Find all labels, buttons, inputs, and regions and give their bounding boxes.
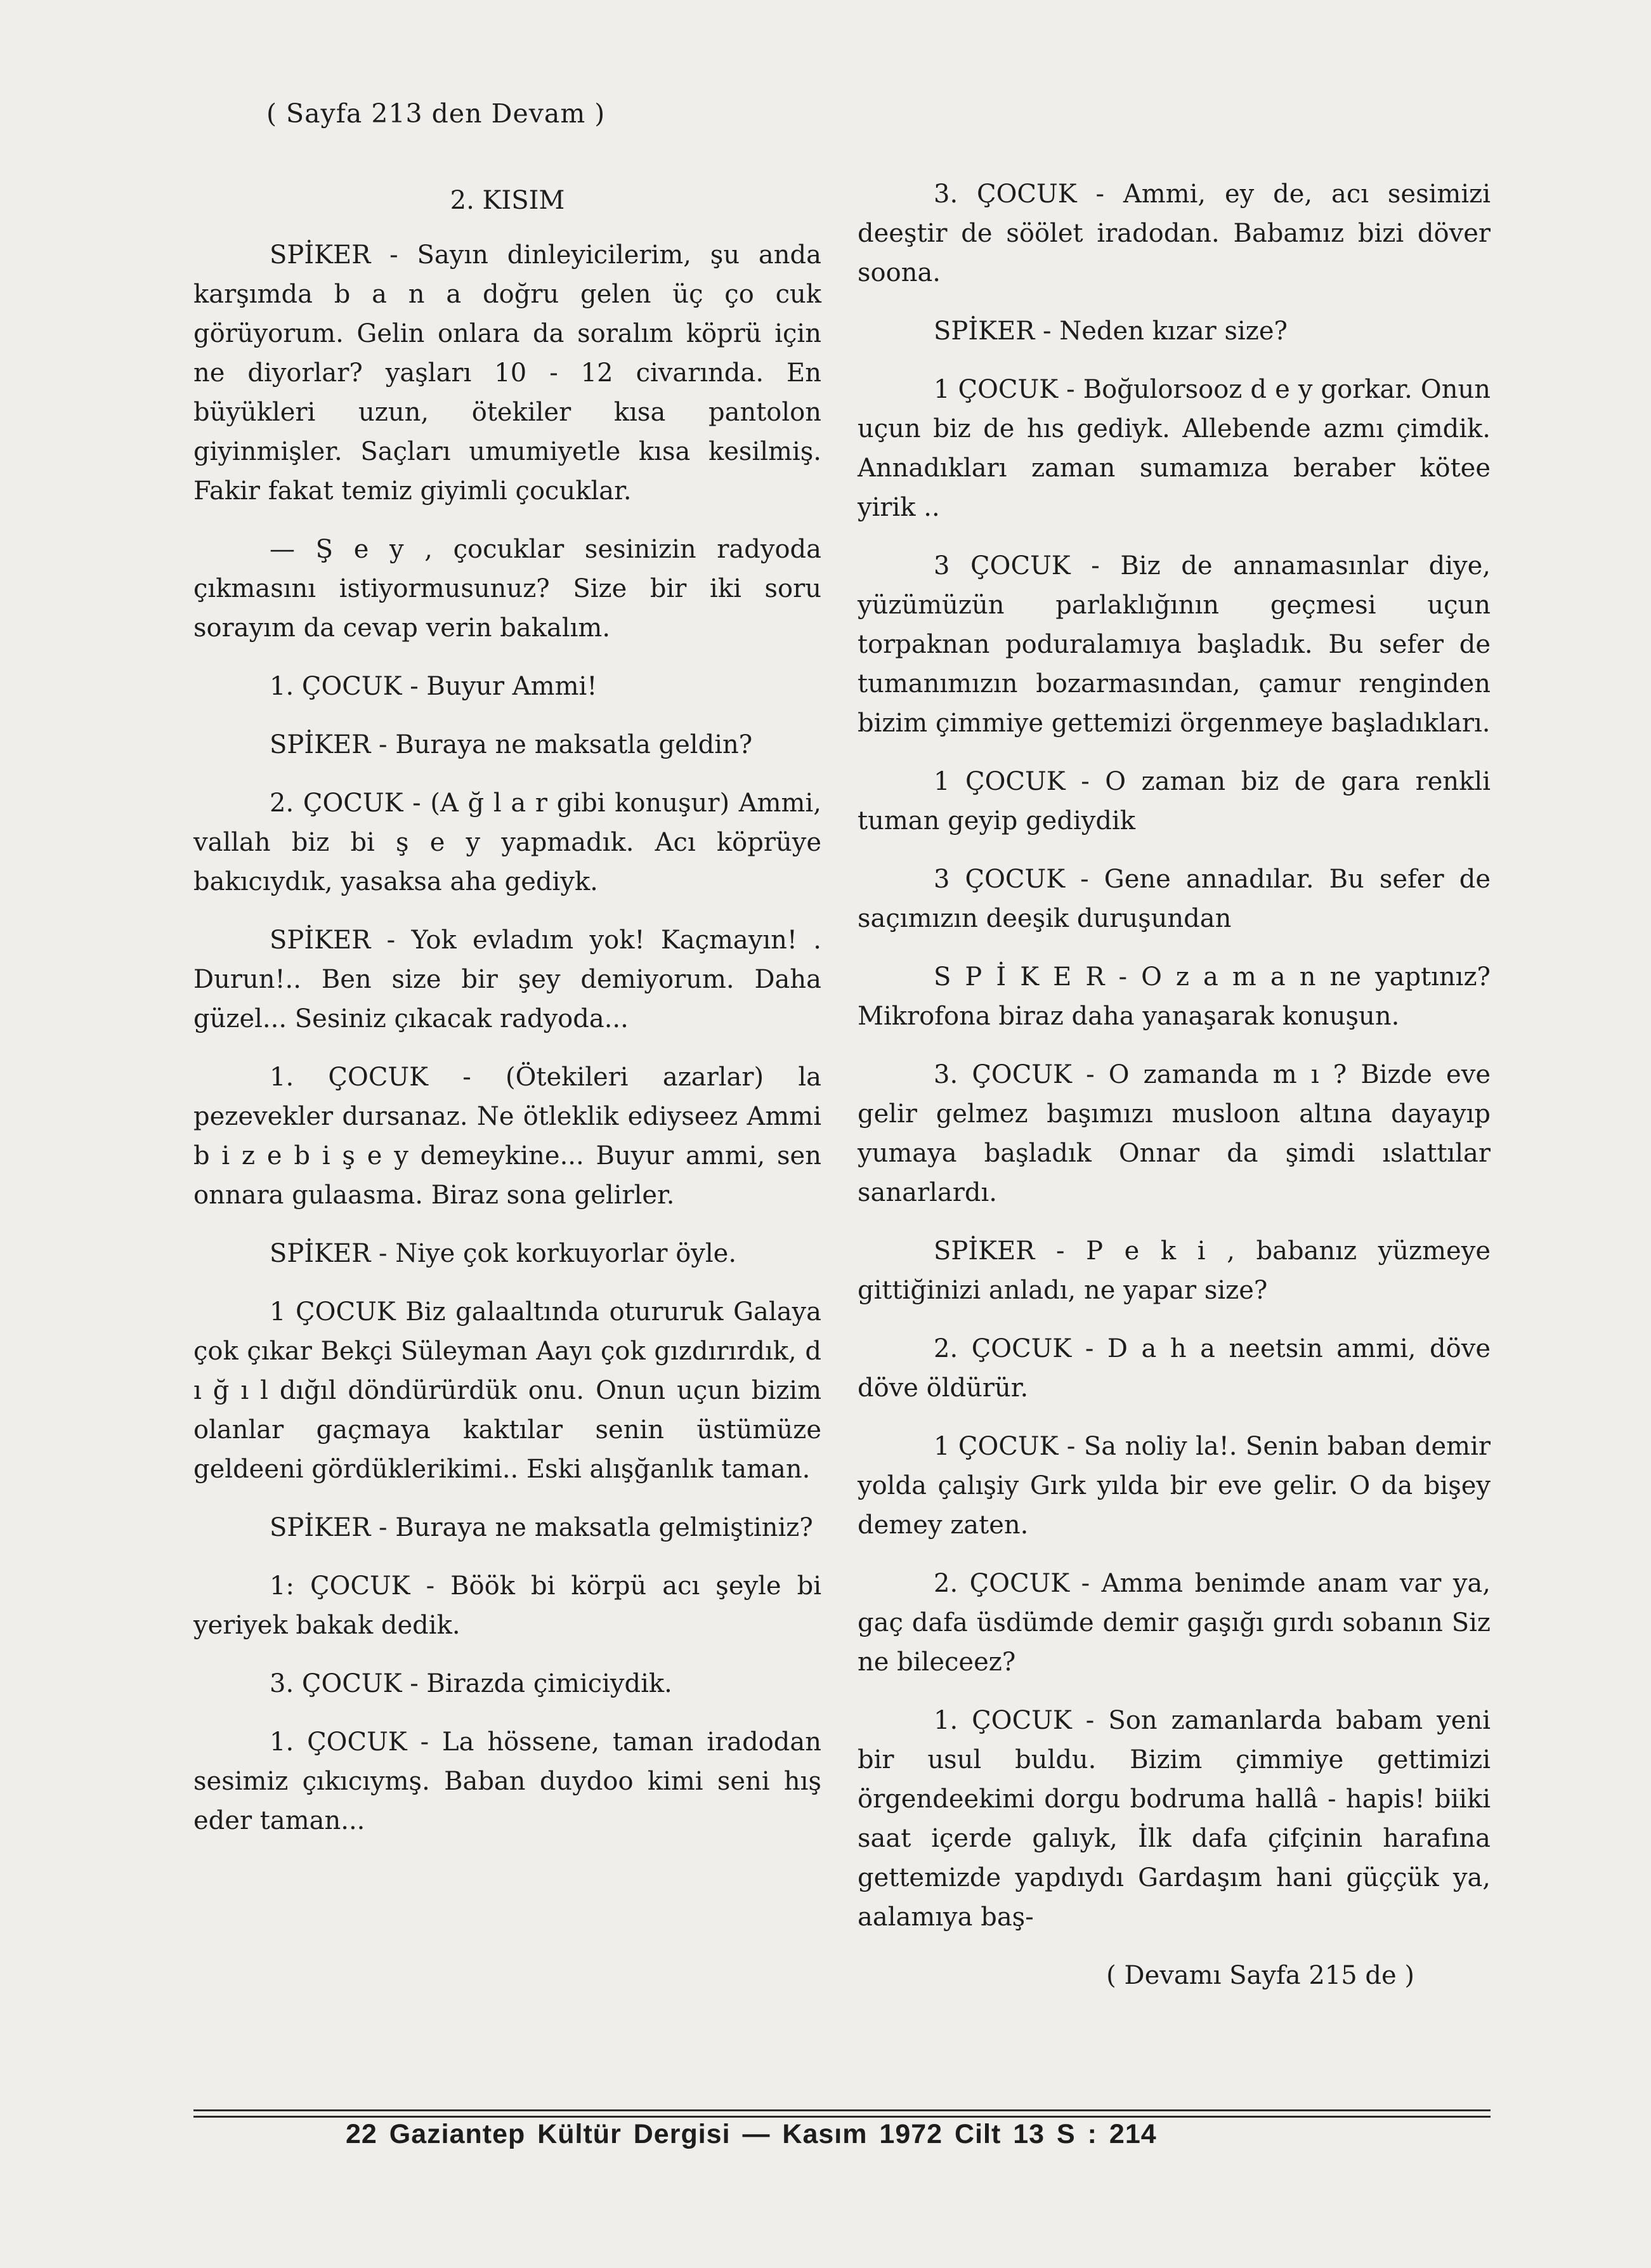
paragraph: SPİKER - Sayın dinleyicilerim, şu anda karşımda b a n a doğru gelen üç ço cuk görüyorum. Gelin onlara da soralım köprü için ne diyorlar? yaşları 10 - 12 civarında. En büyükleri uzun, ötekiler kısa pantolon giyinmişler. Saçları umumiyetle kısa kesilmiş. Fakir fakat temiz giyimli çocuklar.: [193, 240, 821, 506]
paragraph: 3 ÇOCUK - Gene annadılar. Bu sefer de saçımızın deeşik duruşundan: [858, 865, 1491, 933]
paragraph: 1. ÇOCUK - La hössene, taman iradodan sesimiz çıkıcıymş. Baban duydoo kimi seni hış eder taman...: [193, 1727, 821, 1835]
paragraph: 1. ÇOCUK - (Ötekileri azarlar) la pezevekler dursanaz. Ne ötleklik ediyseez Ammi b i z e b i ş e y demeykine... Buyur ammi, sen onnara gulaasma. Biraz sona gelirler.: [193, 1063, 821, 1210]
left-column: [193, 181, 821, 1859]
paragraph: 1. ÇOCUK - Son zamanlarda babam yeni bir usul buldu. Bizim çimmiye gettimizi örgendeekimi dorgu bodruma hallâ - hapis! biiki saat içerde galıyk, İlk dafa çifçinin harafına gettemizde yapdıydı Gardaşım hani güççük ya, aalamıya baş-: [858, 1706, 1491, 1932]
paragraph: 3. ÇOCUK - O zamanda m ı ? Bizde eve gelir gelmez başımızı musloon altına dayayıp yumaya başladık Onnar da şimdi ıslattılar sanarlardı.: [858, 1060, 1491, 1207]
right-column: [858, 174, 1491, 2014]
paragraph: 1: ÇOCUK - Böök bi körpü acı şeyle bi yeriyek bakak dedik.: [193, 1571, 821, 1640]
paragraph: 2. ÇOCUK - (A ğ l a r gibi konuşur) Ammi, vallah biz bi ş e y yapmadık. Acı köprüye bakıcıydık, yasaksa aha gediyk.: [193, 789, 821, 896]
paragraph: SPİKER - Yok evladım yok! Kaçmayın! . Durun!.. Ben size bir şey demiyorum. Daha güzel... Sesiniz çıkacak radyoda...: [193, 926, 821, 1033]
paragraph: 3. ÇOCUK - Birazda çimiciydik.: [270, 1669, 672, 1698]
paragraph: 2. ÇOCUK - Amma benimde anam var ya, gaç dafa üsdümde demir gaşığı gırdı sobanın Siz ne bileceez?: [858, 1569, 1491, 1677]
paragraph: 1 ÇOCUK - Boğulorsooz d e y gorkar. Onun uçun biz de hıs gediyk. Allebende azmı çimdik. Annadıkları zaman sumamıza beraber kötee yirik ..: [858, 375, 1491, 522]
footer-rule-secondary: [193, 2116, 1491, 2118]
paragraph: 1 ÇOCUK - O zaman biz de gara renkli tuman geyip gediydik: [858, 767, 1491, 836]
paragraph: 1. ÇOCUK - Buyur Ammi!: [270, 672, 597, 701]
paragraph: S P İ K E R - O z a m a n ne yaptınız? Mikrofona biraz daha yanaşarak konuşun.: [858, 962, 1491, 1031]
paragraph: SPİKER - Niye çok korkuyorlar öyle.: [270, 1239, 737, 1268]
footer-rule: [193, 2109, 1491, 2111]
paragraph: 1 ÇOCUK Biz galaaltında otururuk Galaya çok çıkar Bekçi Süleyman Aayı çok gızdırırdık, d ı ğ ı l dığıl döndürürdük onu. Onun uçun bizim olanlar gaçmaya kaktılar senin üstümüze geldeeni gördüklerikimi.. Eski alışğanlık taman.: [193, 1297, 821, 1484]
paragraph: 2. ÇOCUK - D a h a neetsin ammi, döve döve öldürür.: [858, 1334, 1491, 1403]
continued-from-note: ( Sayfa 213 den Devam ): [266, 98, 606, 129]
paragraph: — Ş e y , çocuklar sesinizin radyoda çıkmasını istiyormusunuz? Size bir iki soru sorayım da cevap verin bakalım.: [193, 535, 821, 643]
paragraph: SPİKER - P e k i , babanız yüzmeye gittiğinizi anladı, ne yapar size?: [858, 1236, 1491, 1305]
section-heading: 2. KISIM: [450, 186, 565, 215]
paragraph: SPİKER - Neden kızar size?: [934, 317, 1288, 346]
paragraph: 1 ÇOCUK - Sa noliy la!. Senin baban demir yolda çalışiy Gırk yılda bir eve gelir. O da bişey demey zaten.: [858, 1432, 1491, 1540]
paragraph: SPİKER - Buraya ne maksatla gelmiştiniz?: [270, 1513, 813, 1542]
paragraph: SPİKER - Buraya ne maksatla geldin?: [270, 730, 753, 759]
paragraph: 3 ÇOCUK - Biz de annamasınlar diye, yüzümüzün parlaklığının geçmesi uçun torpaknan poduralamıya başladık. Bu sefer de tumanımızın bozarmasından, çamur renginden bizim çimmiye gettemizi örgenmeye başladıkları.: [858, 551, 1491, 738]
page-footer: 22 Gaziantep Kültür Dergisi — Kasım 1972 Cilt 13 S : 214: [346, 2119, 1157, 2149]
paragraph: 3. ÇOCUK - Ammi, ey de, acı sesimizi deeştir de söölet iradodan. Babamız bizi döver soona.: [858, 180, 1491, 287]
continued-on-note: ( Devamı Sayfa 215 de ): [1106, 1961, 1414, 1990]
